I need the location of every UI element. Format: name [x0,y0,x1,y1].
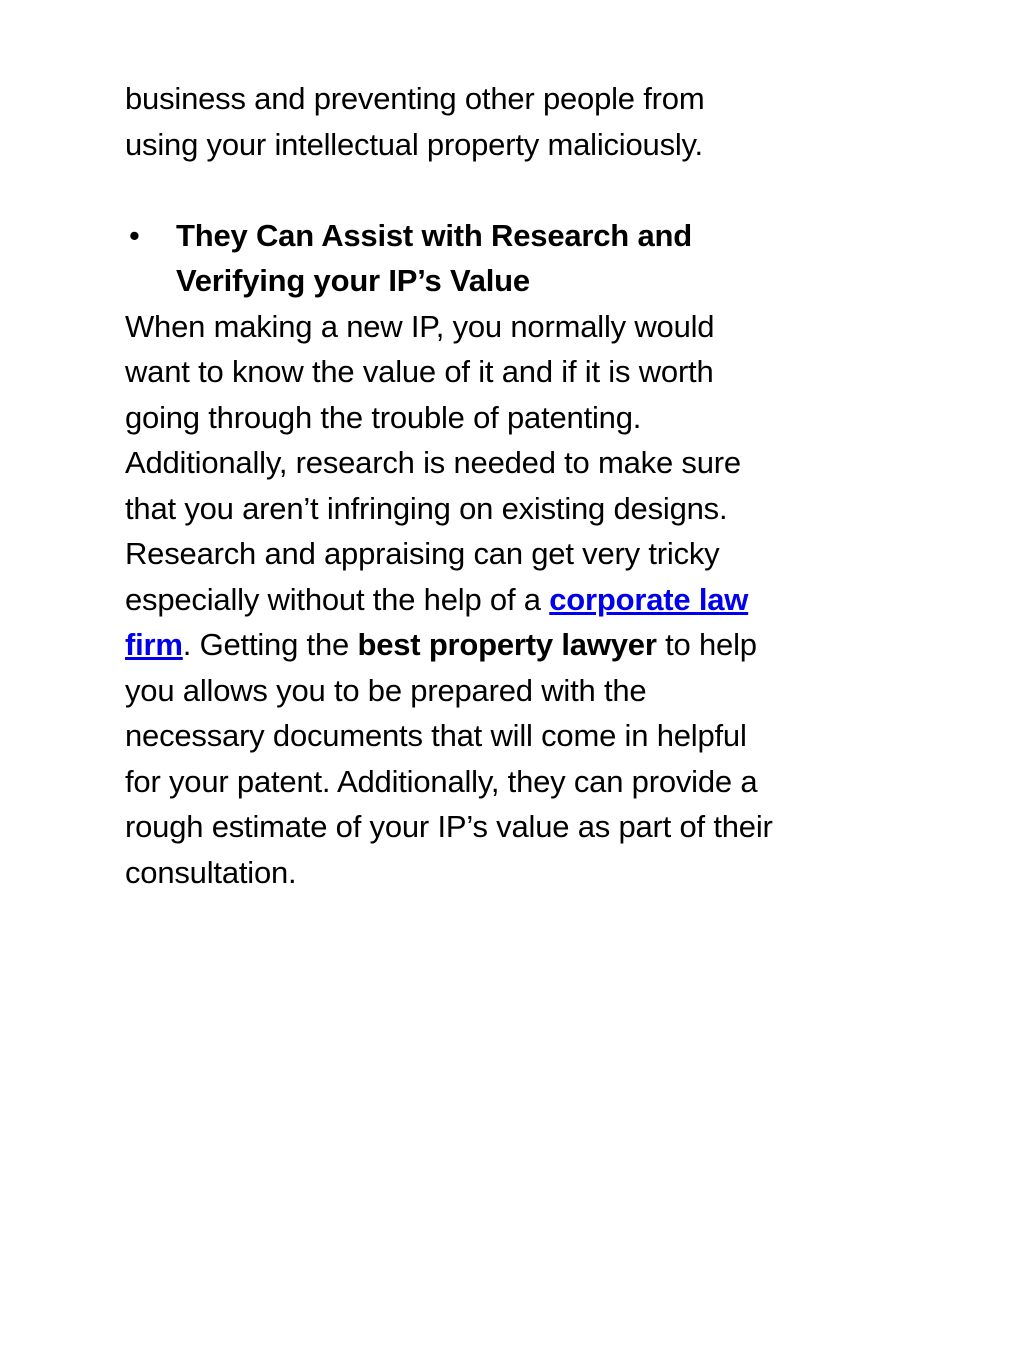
body-line-9: you allows you to be prepared with the [125,672,647,708]
bullet-heading [125,213,885,304]
body-line-8 [125,622,885,668]
bullet-heading-line-1 [125,213,885,259]
bullet-heading-text-1: They Can Assist with Research and [176,217,692,253]
body-line-5: that you aren’t infringing on existing designs. [125,490,728,526]
document-page [125,76,885,895]
body-line-2: want to know the value of it and if it is worth [125,354,714,389]
body-line-11: for your patent. Additionally, they can provide a [125,763,758,799]
body-paragraph [125,304,885,896]
bullet-dot-icon: • [129,217,140,253]
best-property-lawyer-text: best property lawyer [357,627,657,662]
body-line-8-suffix: to help [656,627,757,662]
body-line-8-text: . Getting the [182,627,358,662]
corporate-law-firm-link-part-2[interactable]: firm [125,627,183,662]
body-line-12: rough estimate of your IP’s value as part of their [125,809,773,844]
bullet-heading-line-2: Verifying your IP’s Value [176,263,530,298]
corporate-law-firm-link-part-1[interactable]: corporate law [549,581,749,617]
paragraph-gap [125,167,885,213]
body-line-3: going through the trouble of patenting. [125,399,642,435]
body-line-7 [125,577,885,623]
intro-line-1: business and preventing other people from [125,81,705,116]
body-line-4: Additionally, research is needed to make sure [125,445,741,480]
intro-line-2: using your intellectual property maliciously. [125,126,703,162]
body-line-10: necessary documents that will come in helpful [125,718,747,753]
body-line-1: When making a new IP, you normally would [125,308,715,344]
body-line-6: Research and appraising can get very tricky [125,536,720,571]
body-line-7-text: especially without the help of a [125,581,550,617]
body-line-13: consultation. [125,854,297,890]
